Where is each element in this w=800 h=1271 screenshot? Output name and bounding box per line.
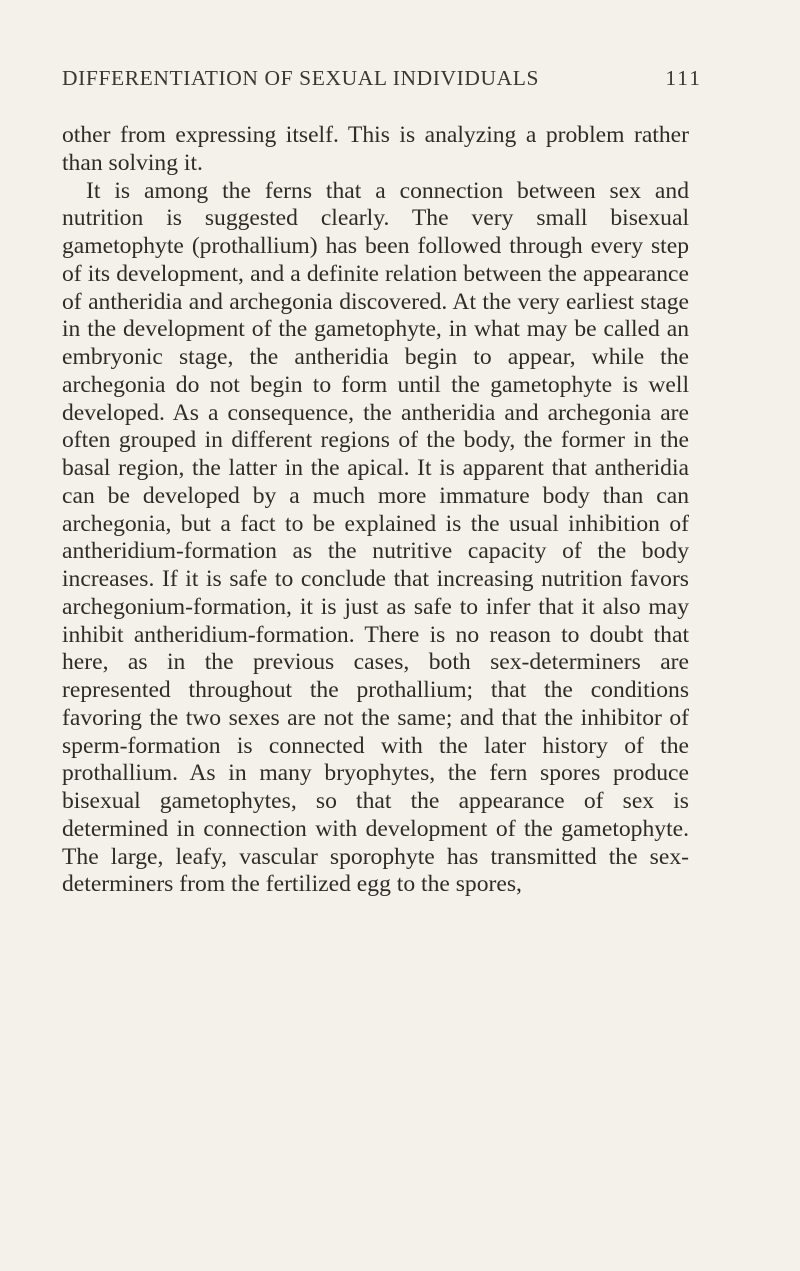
paragraph-continued: other from expressing itself. This is analyzing a problem rather than solving it.: [62, 122, 689, 176]
page-number: 111: [665, 66, 702, 90]
paragraph-ferns: It is among the ferns that a connection between sex and nutrition is suggested clearly. The very small bisexual gametophyte (prothallium) has been followed through every step of its development, and a definite relation between the appearance of antheridia and archegonia discovered. At the very earliest stage in the development of the gametophyte, in what may be called an embryonic stage, the antheridia begin to appear, while the archegonia do not begin to form until the gametophyte is well developed. As a consequence, the antheridia and archegonia are often grouped in different regions of the body, the former in the basal region, the latter in the apical. It is apparent that antheridia can be developed by a much more immature body than can archegonia, but a fact to be explained is the usual inhibition of antheridium-formation as the nutritive capacity of the body increases. If it is safe to conclude that increasing nutrition favors archegonium-formation, it is just as safe to infer that it also may inhibit antheridium-formation. There is no reason to doubt that here, as in the previous cases, both sex-determiners are represented throughout the prothallium; that the conditions favoring the two sexes are not the same; and that the inhibitor of sperm-formation is connected with the later history of the prothallium. As in many bryophytes, the fern spores produce bisexual gametophytes, so that the appearance of sex is determined in connection with development of the gametophyte. The large, leafy, vascular sporophyte has transmitted the sex-determiners from the fertilized egg to the spores,: [62, 177, 689, 898]
running-head: [62, 66, 702, 98]
body-text: [62, 122, 689, 899]
running-head-title: DIFFERENTIATION OF SEXUAL INDIVIDUALS: [62, 66, 540, 90]
